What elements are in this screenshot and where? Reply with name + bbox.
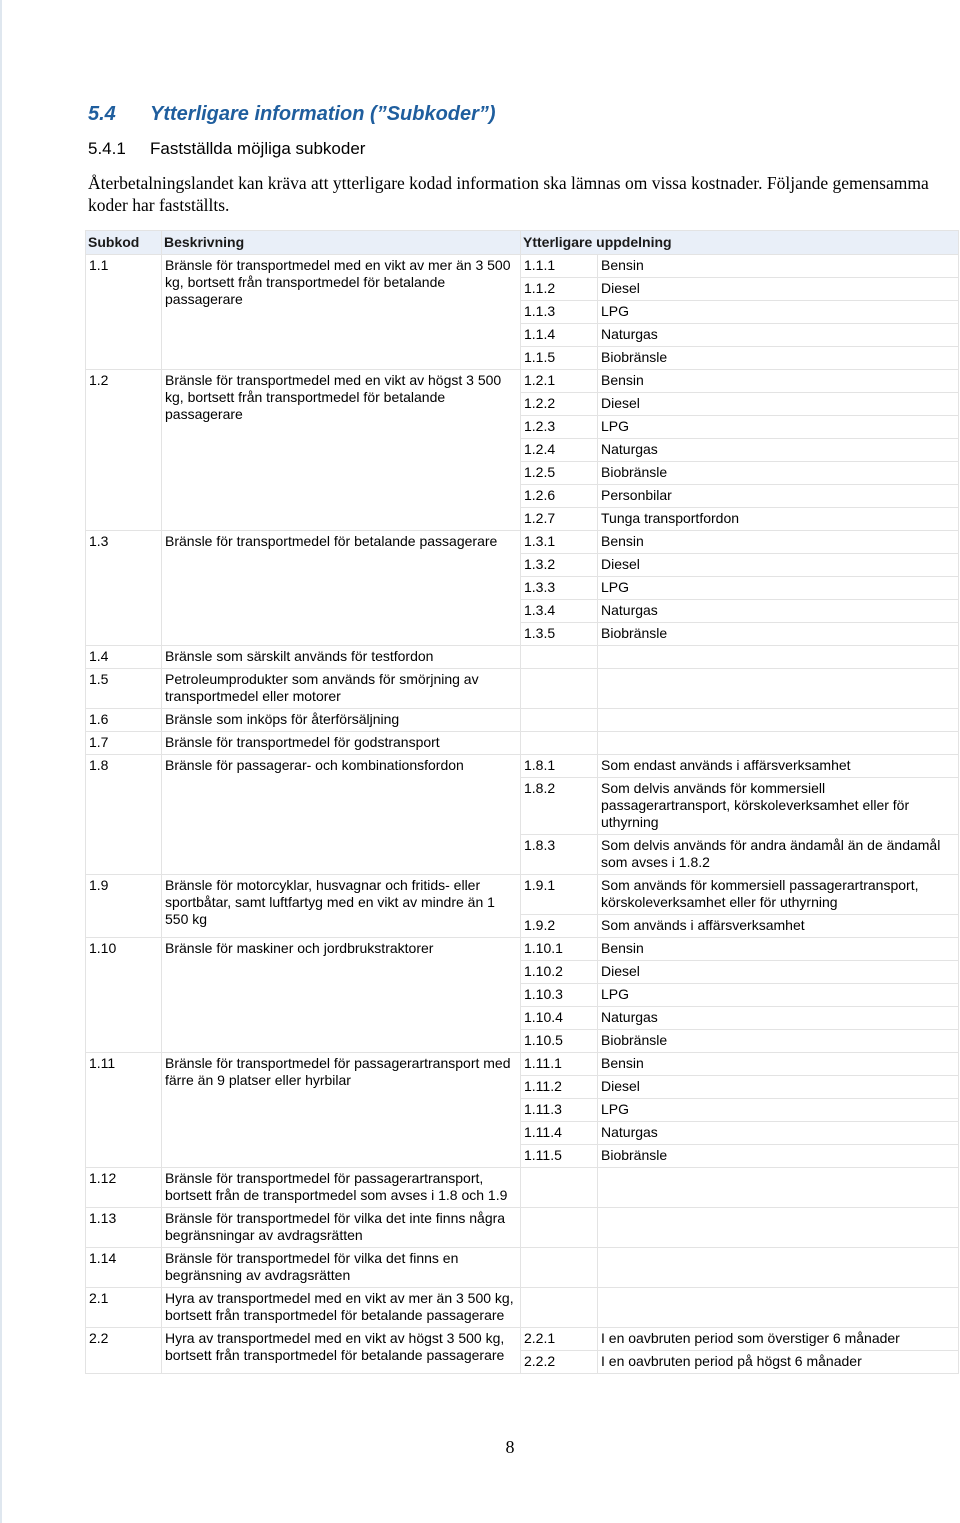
breakdown-code-cell: 1.2.4 [521,439,598,462]
subcode-cell: 1.2 [86,370,162,531]
empty-cell [598,669,959,709]
description-cell: Bränsle för passagerar- och kombinationsfordon [162,755,521,875]
subcode-cell: 2.2 [86,1328,162,1374]
breakdown-code-cell: 1.11.4 [521,1122,598,1145]
subcode-table [85,230,959,1374]
description-cell: Bränsle som särskilt används för testfordon [162,646,521,669]
breakdown-label-cell: Bensin [598,938,959,961]
table-row [86,646,959,669]
breakdown-code-cell: 1.3.3 [521,577,598,600]
breakdown-label-cell: Som används för kommersiell passagerartransport, körskoleverksamhet eller för uthyrning [598,875,959,915]
description-cell: Bränsle för transportmedel för vilka det finns en begränsning av avdragsrätten [162,1248,521,1288]
empty-cell [598,709,959,732]
subcode-cell: 1.1 [86,255,162,370]
intro-paragraph: Återbetalningslandet kan kräva att ytterligare kodad information ska lämnas om vissa kostnader. Följande gemensamma koder har fastställts. [88,173,929,215]
breakdown-label-cell: Som endast används i affärsverksamhet [598,755,959,778]
breakdown-label-cell: Biobränsle [598,1145,959,1168]
table-row [86,1168,959,1208]
header-beskrivning: Beskrivning [162,231,521,255]
empty-cell [598,1248,959,1288]
breakdown-code-cell: 1.3.5 [521,623,598,646]
breakdown-label-cell: Tunga transportfordon [598,508,959,531]
description-cell: Bränsle för transportmedel för passagerartransport, bortsett från de transportmedel som avses i 1.8 och 1.9 [162,1168,521,1208]
table-body [86,255,959,1374]
breakdown-code-cell: 2.2.2 [521,1351,598,1374]
description-cell: Bränsle för transportmedel för passagerartransport med färre än 9 platser eller hyrbilar [162,1053,521,1168]
table-row [86,255,959,278]
subcode-cell: 1.3 [86,531,162,646]
empty-cell [521,709,598,732]
empty-cell [521,732,598,755]
table-row [86,938,959,961]
breakdown-label-cell: LPG [598,416,959,439]
section-heading [88,103,496,126]
subcode-cell: 1.4 [86,646,162,669]
subcode-cell: 1.9 [86,875,162,938]
breakdown-code-cell: 1.11.5 [521,1145,598,1168]
breakdown-code-cell: 1.10.2 [521,961,598,984]
breakdown-code-cell: 1.2.5 [521,462,598,485]
empty-cell [598,1208,959,1248]
breakdown-code-cell: 1.9.1 [521,875,598,915]
subcode-cell: 1.11 [86,1053,162,1168]
breakdown-label-cell: Biobränsle [598,347,959,370]
table-header-row [86,231,959,255]
table-row [86,875,959,915]
breakdown-label-cell: Som delvis används för andra ändamål än de ändamål som avses i 1.8.2 [598,835,959,875]
empty-cell [521,1168,598,1208]
table-row [86,732,959,755]
table-row [86,1328,959,1351]
breakdown-code-cell: 1.1.5 [521,347,598,370]
breakdown-label-cell: Som används i affärsverksamhet [598,915,959,938]
description-cell: Bränsle för transportmedel för betalande passagerare [162,531,521,646]
breakdown-code-cell: 1.2.3 [521,416,598,439]
section-title: Ytterligare information (”Subkoder”) [150,103,496,125]
subsection-heading [88,139,365,159]
table-row [86,370,959,393]
empty-cell [598,1168,959,1208]
breakdown-label-cell: Diesel [598,278,959,301]
breakdown-label-cell: Bensin [598,531,959,554]
breakdown-code-cell: 1.10.4 [521,1007,598,1030]
breakdown-code-cell: 1.1.1 [521,255,598,278]
description-cell: Bränsle för transportmedel för godstransport [162,732,521,755]
empty-cell [598,732,959,755]
breakdown-code-cell: 2.2.1 [521,1328,598,1351]
breakdown-label-cell: Biobränsle [598,1030,959,1053]
description-cell: Bränsle för motorcyklar, husvagnar och fritids- eller sportbåtar, samt luftfartyg med en vikt av mindre än 1 550 kg [162,875,521,938]
breakdown-label-cell: Biobränsle [598,462,959,485]
empty-cell [521,1248,598,1288]
breakdown-label-cell: Diesel [598,393,959,416]
breakdown-code-cell: 1.2.2 [521,393,598,416]
breakdown-label-cell: I en oavbruten period som överstiger 6 månader [598,1328,959,1351]
breakdown-code-cell: 1.2.6 [521,485,598,508]
description-cell: Hyra av transportmedel med en vikt av mer än 3 500 kg, bortsett från transportmedel för betalande passagerare [162,1288,521,1328]
breakdown-code-cell: 1.8.3 [521,835,598,875]
table-row [86,709,959,732]
breakdown-label-cell: LPG [598,984,959,1007]
table-row [86,1288,959,1328]
breakdown-label-cell: Biobränsle [598,623,959,646]
breakdown-label-cell: LPG [598,1099,959,1122]
breakdown-code-cell: 1.11.1 [521,1053,598,1076]
description-cell: Petroleumprodukter som används för smörjning av transportmedel eller motorer [162,669,521,709]
breakdown-code-cell: 1.9.2 [521,915,598,938]
subcode-cell: 1.10 [86,938,162,1053]
breakdown-label-cell: Diesel [598,1076,959,1099]
breakdown-code-cell: 1.8.1 [521,755,598,778]
table-row [86,1248,959,1288]
breakdown-label-cell: Naturgas [598,439,959,462]
header-ytterligare-uppdelning: Ytterligare uppdelning [521,231,959,255]
header-subkod: Subkod [86,231,162,255]
breakdown-code-cell: 1.3.4 [521,600,598,623]
breakdown-code-cell: 1.2.1 [521,370,598,393]
empty-cell [521,1208,598,1248]
breakdown-code-cell: 1.11.3 [521,1099,598,1122]
subsection-title: Fastställda möjliga subkoder [150,139,366,158]
table-row [86,669,959,709]
breakdown-code-cell: 1.1.2 [521,278,598,301]
empty-cell [521,646,598,669]
description-cell: Bränsle för transportmedel för vilka det inte finns några begränsningar av avdragsrätten [162,1208,521,1248]
empty-cell [598,646,959,669]
section-number: 5.4 [88,103,116,125]
empty-cell [521,669,598,709]
breakdown-code-cell: 1.3.1 [521,531,598,554]
breakdown-label-cell: Bensin [598,1053,959,1076]
description-cell: Bränsle för transportmedel med en vikt av mer än 3 500 kg, bortsett från transportmedel för betalande passagerare [162,255,521,370]
breakdown-code-cell: 1.11.2 [521,1076,598,1099]
breakdown-code-cell: 1.10.3 [521,984,598,1007]
page-number: 8 [505,1437,515,1457]
table-row [86,755,959,778]
breakdown-code-cell: 1.2.7 [521,508,598,531]
breakdown-label-cell: Som delvis används för kommersiell passagerartransport, körskoleverksamhet eller för uthyrning [598,778,959,835]
breakdown-label-cell: Diesel [598,554,959,577]
breakdown-label-cell: LPG [598,301,959,324]
breakdown-label-cell: LPG [598,577,959,600]
breakdown-code-cell: 1.1.3 [521,301,598,324]
breakdown-code-cell: 1.3.2 [521,554,598,577]
table-row [86,1208,959,1248]
description-cell: Bränsle för transportmedel med en vikt av högst 3 500 kg, bortsett från transportmedel för betalande passagerare [162,370,521,531]
subcode-cell: 2.1 [86,1288,162,1328]
breakdown-label-cell: Naturgas [598,1122,959,1145]
breakdown-label-cell: Personbilar [598,485,959,508]
breakdown-label-cell: Naturgas [598,600,959,623]
subcode-cell: 1.6 [86,709,162,732]
page-margin-rule [0,0,2,1523]
description-cell: Hyra av transportmedel med en vikt av högst 3 500 kg, bortsett från transportmedel för betalande passagerare [162,1328,521,1374]
breakdown-label-cell: Bensin [598,370,959,393]
description-cell: Bränsle som inköps för återförsäljning [162,709,521,732]
breakdown-label-cell: Bensin [598,255,959,278]
breakdown-label-cell: Diesel [598,961,959,984]
breakdown-code-cell: 1.10.5 [521,1030,598,1053]
breakdown-code-cell: 1.1.4 [521,324,598,347]
subcode-cell: 1.12 [86,1168,162,1208]
subcode-cell: 1.5 [86,669,162,709]
empty-cell [598,1288,959,1328]
breakdown-label-cell: I en oavbruten period på högst 6 månader [598,1351,959,1374]
table-row [86,531,959,554]
breakdown-label-cell: Naturgas [598,1007,959,1030]
description-cell: Bränsle för maskiner och jordbrukstraktorer [162,938,521,1053]
table-row [86,1053,959,1076]
subsection-number: 5.4.1 [88,139,126,158]
subcode-cell: 1.8 [86,755,162,875]
subcode-cell: 1.13 [86,1208,162,1248]
breakdown-code-cell: 1.10.1 [521,938,598,961]
subcode-cell: 1.7 [86,732,162,755]
empty-cell [521,1288,598,1328]
subcode-cell: 1.14 [86,1248,162,1288]
breakdown-label-cell: Naturgas [598,324,959,347]
breakdown-code-cell: 1.8.2 [521,778,598,835]
